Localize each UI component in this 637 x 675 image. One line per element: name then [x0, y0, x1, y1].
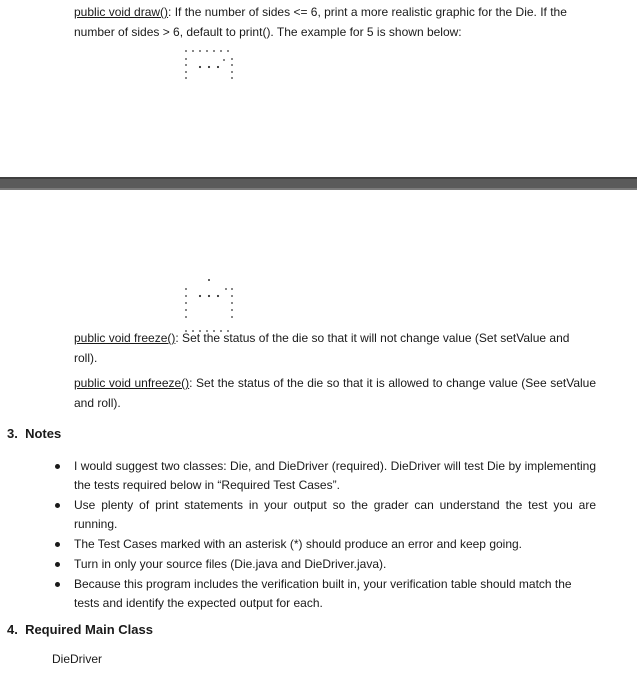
list-item: Turn in only your source files (Die.java and DieDriver.java).	[74, 555, 596, 574]
unfreeze-text: : Set the status of the die so that it is allowed to change value (See setValue and roll).	[74, 376, 597, 410]
draw-description	[74, 2, 604, 42]
freeze-description	[74, 328, 596, 368]
method-name-draw: public void draw()	[74, 5, 169, 19]
draw-text-line1: : If the number of sides <= 6, print a more realistic graphic for the Die. If the	[168, 5, 567, 19]
list-item: Because this program includes the verification built in, your verification table should match the tests and identify the expected output for each.	[74, 575, 596, 613]
main-class-value: DieDriver	[52, 652, 103, 666]
page-break	[0, 177, 637, 190]
dice-example-top	[180, 46, 240, 84]
freeze-text: : Set the status of the die so that it will not change value (Set setValue and roll).	[74, 331, 570, 365]
list-item: The Test Cases marked with an asterisk (*) should produce an error and keep going.	[74, 535, 596, 554]
dice-dots-top	[185, 50, 233, 79]
bullet-icon	[55, 503, 60, 508]
list-item: I would suggest two classes: Die, and DieDriver (required). DieDriver will test Die by implementing the tests required below in “Required Test Cases”.	[74, 457, 596, 495]
main-class-heading: 4. Required Main Class	[7, 622, 153, 637]
bullet-icon	[55, 582, 60, 587]
bullet-icon	[55, 542, 60, 547]
unfreeze-description	[74, 373, 596, 413]
list-item: Use plenty of print statements in your output so the grader can understand the test you are running.	[74, 496, 596, 534]
method-name-unfreeze: public void unfreeze()	[74, 376, 190, 390]
bullet-icon	[55, 562, 60, 567]
draw-text-line2: number of sides > 6, default to print(). The example for 5 is shown below:	[74, 25, 462, 39]
notes-heading: 3. Notes	[7, 426, 62, 441]
notes-list	[74, 457, 596, 614]
dice-dots-bottom	[185, 279, 233, 332]
method-name-freeze: public void freeze()	[74, 331, 176, 345]
bullet-icon	[55, 464, 60, 469]
